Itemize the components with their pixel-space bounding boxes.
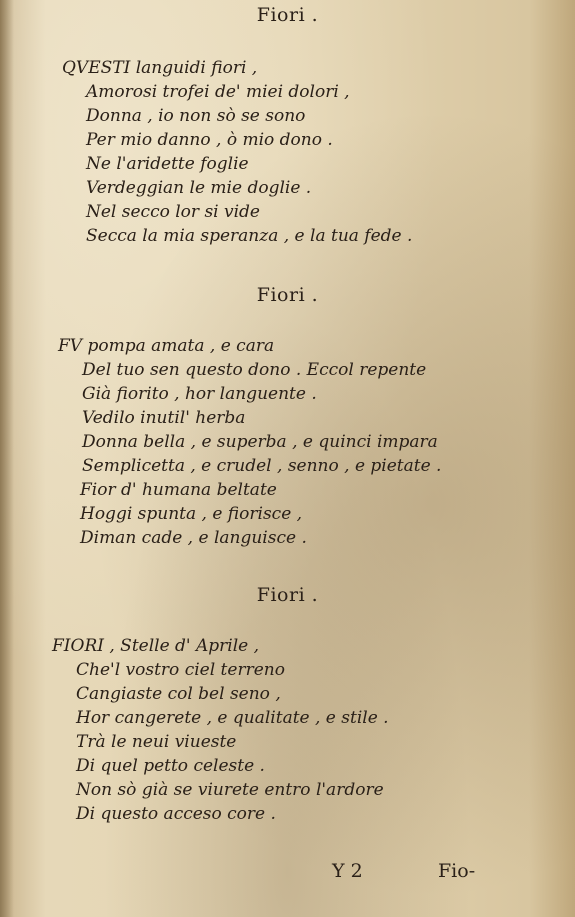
poem-line: Diman cade , e languisce .	[80, 528, 307, 548]
poem-line: Vedilo inutil' herba	[82, 408, 246, 428]
section-2-poem	[58, 334, 441, 550]
poem-line: Donna , io non sò se sono	[86, 106, 306, 126]
poem-line: Verdeggian le mie doglie .	[86, 178, 312, 198]
poem-line: Che'l vostro ciel terreno	[76, 660, 285, 680]
poem-line: Donna bella , e superba , e quinci impara	[82, 432, 438, 452]
poem-line: QVESTI languidi fiori ,	[62, 58, 258, 78]
poem-line: Nel secco lor si vide	[86, 202, 260, 222]
poem-line: Di quel petto celeste .	[76, 756, 265, 776]
poem-line: Hoggi spunta , e fiorisce ,	[80, 504, 303, 524]
poem-line: Secca la mia speranza , e la tua fede .	[86, 226, 413, 246]
poem-line: Del tuo sen questo dono . Eccol repente	[82, 360, 427, 380]
section-3-poem	[52, 634, 389, 826]
poem-line: Trà le neui viueste	[76, 732, 237, 752]
page-gutter-shadow	[0, 0, 14, 917]
poem-line: FIORI , Stelle d' Aprile ,	[52, 636, 260, 656]
poem-line: Amorosi trofei de' miei dolori ,	[86, 82, 350, 102]
section-1-title: Fiori .	[256, 4, 319, 26]
poem-line: Di questo acceso core .	[76, 804, 276, 824]
poem-line: Cangiaste col bel seno ,	[76, 684, 281, 704]
catchword: Fio-	[438, 860, 476, 882]
poem-line: Fior d' humana beltate	[80, 480, 277, 500]
poem-line: Per mio danno , ò mio dono .	[86, 130, 333, 150]
poem-line: Ne l'aridette foglie	[86, 154, 249, 174]
poem-line: Semplicetta , e crudel , senno , e pietate .	[82, 456, 442, 476]
poem-line: FV pompa amata , e cara	[58, 336, 275, 356]
section-3-title: Fiori .	[256, 584, 319, 606]
signature-mark: Y 2	[332, 860, 363, 882]
poem-line: Già fiorito , hor languente .	[82, 384, 317, 404]
poem-line: Hor cangerete , e qualitate , e stile .	[76, 708, 389, 728]
section-1-poem	[62, 56, 412, 248]
poem-line: Non sò già se viurete entro l'ardore	[76, 780, 384, 800]
section-2-title: Fiori .	[256, 284, 319, 306]
